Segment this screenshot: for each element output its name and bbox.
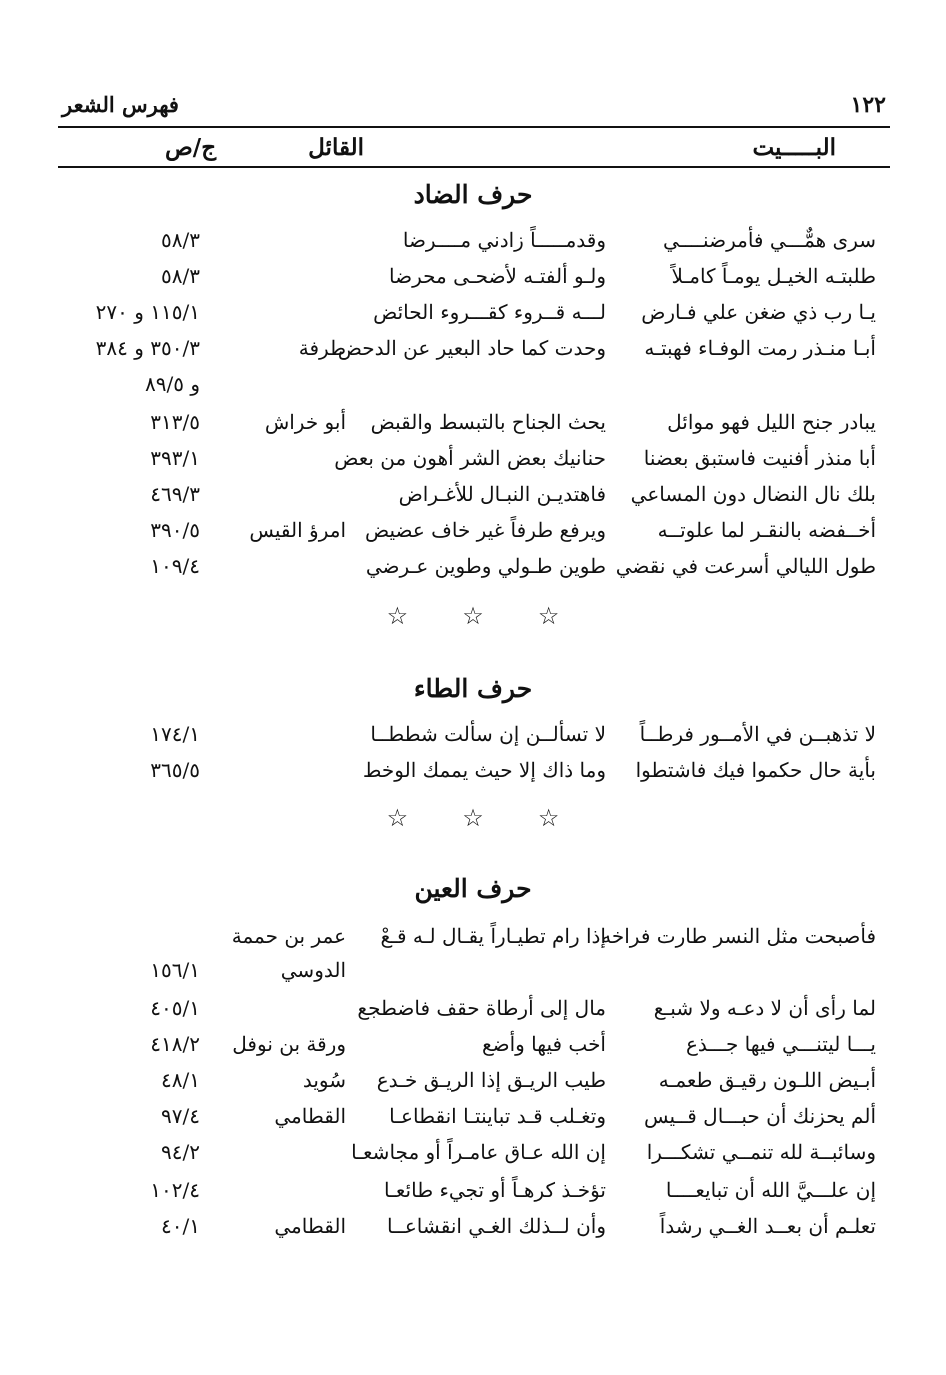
volume-page-ref: ٣١٣/٥ [150, 410, 200, 434]
verse-first-hemistich: لما رأى أن لا دعـه ولا شبـع [653, 996, 876, 1020]
verse-second-hemistich: إذا رام تطيـاراً يقـال لـه قـعْ [380, 924, 606, 948]
volume-page-ref: ٤٠/١ [161, 1214, 200, 1238]
poet-name: سُويد [302, 1068, 346, 1092]
volume-page-ref: و ٨٩/٥ [145, 372, 200, 396]
index-row [0, 1178, 946, 1214]
column-heading-ref: ج/ص [165, 134, 217, 161]
poet-name: أبو خراش [264, 410, 346, 434]
index-row [0, 924, 946, 960]
index-row [0, 1214, 946, 1250]
section-separator [0, 804, 946, 832]
verse-first-hemistich: بأية حال حكموا فيك فاشتطوا [635, 758, 876, 782]
star-icon: ☆ [537, 602, 560, 630]
poet-name: القطامي [274, 1214, 346, 1238]
column-heading-verse: البـــــيت [752, 134, 836, 161]
verse-second-hemistich: ويرفع طرفاً غير خاف عضيض [364, 518, 606, 542]
verse-second-hemistich: إن الله عـاق عامـراً أو مجاشعـا [351, 1140, 606, 1164]
volume-page-ref: ٤٨/١ [161, 1068, 200, 1092]
section-title-dad: حرف الضاد [413, 180, 533, 209]
index-row [0, 482, 946, 518]
star-icon: ☆ [537, 804, 560, 832]
verse-first-hemistich: تعلـم أن بعــد الغــي رشداً [659, 1214, 876, 1238]
poet-name: طرفة [298, 336, 346, 360]
index-row [0, 758, 946, 794]
section-title-ayn: حرف العين [414, 874, 532, 903]
index-row [0, 228, 946, 264]
volume-page-ref: ٣٦٥/٥ [150, 758, 200, 782]
volume-page-ref: ٣٥٠/٣ و ٣٨٤ [95, 336, 200, 360]
verse-second-hemistich: تؤخـذ كرهـاً أو تجيء طائعـا [383, 1178, 606, 1202]
verse-first-hemistich: إن علـــيَّ الله أن تبايعــــا [665, 1178, 876, 1202]
volume-page-ref: ٤١٨/٢ [150, 1032, 200, 1056]
verse-second-hemistich: لـــه قــروء كقـــروء الحائض [373, 300, 606, 324]
verse-second-hemistich: يحث الجناح بالتبسط والقبض [370, 410, 606, 434]
index-row [0, 336, 946, 372]
verse-second-hemistich: أخب فيها وأضع [481, 1032, 606, 1056]
verse-first-hemistich: أبـيض اللـون رقيـق طعمـه [658, 1068, 876, 1092]
index-row [0, 722, 946, 758]
poet-name: ورقة بن نوفل [232, 1032, 346, 1056]
volume-page-ref: ١٠٩/٤ [150, 554, 200, 578]
index-row [0, 1068, 946, 1104]
verse-first-hemistich: فأصبحت مثل النسر طارت فراخه [601, 924, 876, 948]
star-icon: ☆ [462, 602, 484, 630]
volume-page-ref: ٥٨/٣ [161, 264, 200, 288]
verse-first-hemistich: طول الليالي أسرعت في نقضي [615, 554, 876, 578]
poet-name: القطامي [274, 1104, 346, 1128]
index-row [0, 300, 946, 336]
index-row [0, 554, 946, 590]
volume-page-ref: ١١٥/١ و ٢٧٠ [95, 300, 200, 324]
verse-second-hemistich: طوين طـولي وطوين عـرضي [365, 554, 606, 578]
verse-first-hemistich: أبـا منـذر رمت الوفـاء فهبتـه [644, 336, 876, 360]
verse-second-hemistich: ولـو ألفتـه لأضحـى محرضا [389, 264, 606, 288]
index-row [0, 1032, 946, 1068]
volume-page-ref: ٣٩٣/١ [150, 446, 200, 470]
volume-page-ref: ١٠٢/٤ [150, 1178, 200, 1202]
verse-first-hemistich: طلبتـه الخيـل يومـاً كامـلاً [671, 264, 876, 288]
verse-second-hemistich: وقدمـــــاً زادني مــــرضا [402, 228, 606, 252]
verse-second-hemistich: وما ذاك إلا حيث يممك الوخط [362, 758, 606, 782]
volume-page-ref: ٩٧/٤ [161, 1104, 200, 1128]
section-title-ta: حرف الطاء [413, 674, 533, 703]
running-title: فهرس الشعر [62, 92, 179, 117]
index-row [0, 446, 946, 482]
verse-first-hemistich: لا تذهبــن في الأمــور فرطــاً [639, 722, 876, 746]
index-row [0, 264, 946, 300]
verse-second-hemistich: وتغـلب قـد تباينتـا انقطاعـا [389, 1104, 606, 1128]
verse-first-hemistich: أخــفضه بالنقـر لما علوتــه [657, 518, 876, 542]
volume-page-ref: ١٥٦/١ [150, 958, 200, 982]
index-row-continuation [0, 372, 946, 408]
header-rule [58, 126, 890, 128]
volume-page-ref: ٤٦٩/٣ [150, 482, 200, 506]
volume-page-ref: ٣٩٠/٥ [150, 518, 200, 542]
verse-first-hemistich: وسائبــة لله تنمــي تشكـــرا [646, 1140, 876, 1164]
star-icon: ☆ [386, 804, 409, 832]
section-separator [0, 602, 946, 630]
volume-page-ref: ٤٠٥/١ [150, 996, 200, 1020]
index-row [0, 518, 946, 554]
index-row [0, 1140, 946, 1176]
verse-second-hemistich: لا تسألــن إن سألت شططــا [370, 722, 606, 746]
verse-first-hemistich: سرى همٌّـــي فأمرضنــــي [662, 228, 876, 252]
volume-page-ref: ٥٨/٣ [161, 228, 200, 252]
verse-second-hemistich: وأن لــذلك الغـي انقشاعــا [387, 1214, 606, 1238]
volume-page-ref: ١٧٤/١ [150, 722, 200, 746]
index-row [0, 1104, 946, 1140]
poet-name: الدوسي [280, 958, 346, 982]
verse-first-hemistich: ألم يحزنك أن حبـــال قــيس [644, 1104, 876, 1128]
verse-second-hemistich: حنانيك بعض الشر أهون من بعض [334, 446, 606, 470]
volume-page-ref: ٩٤/٢ [161, 1140, 200, 1164]
verse-first-hemistich: يبادر جنح الليل فهو موائل [667, 410, 876, 434]
verse-first-hemistich: يـــا ليتنـــي فيها جـــذع [685, 1032, 876, 1056]
poet-name: عمر بن حممة [231, 924, 346, 948]
verse-first-hemistich: أبا منذر أفنيت فاستبق بعضنا [643, 446, 876, 470]
page-number: ١٢٢ [850, 92, 886, 118]
verse-second-hemistich: طيب الريـق إذا الريـق خـدع [376, 1068, 606, 1092]
verse-second-hemistich: فاهتديـن النبـال للأغـراض [398, 482, 606, 506]
star-icon: ☆ [386, 602, 409, 630]
verse-first-hemistich: بلك نال النضال دون المساعي [630, 482, 876, 506]
index-row-continuation [0, 958, 946, 994]
verse-second-hemistich: مال إلى أرطاة حقف فاضطجع [357, 996, 606, 1020]
star-icon: ☆ [462, 804, 484, 832]
column-heading-rule [58, 166, 890, 168]
index-row [0, 410, 946, 446]
poet-name: امرؤ القيس [249, 518, 346, 542]
index-row [0, 996, 946, 1032]
column-heading-poet: القائل [308, 134, 364, 161]
verse-first-hemistich: يـا رب ذي ضغن علي فـارض [641, 300, 876, 324]
verse-second-hemistich: وحدت كما حاد البعير عن الدحض [337, 336, 606, 360]
